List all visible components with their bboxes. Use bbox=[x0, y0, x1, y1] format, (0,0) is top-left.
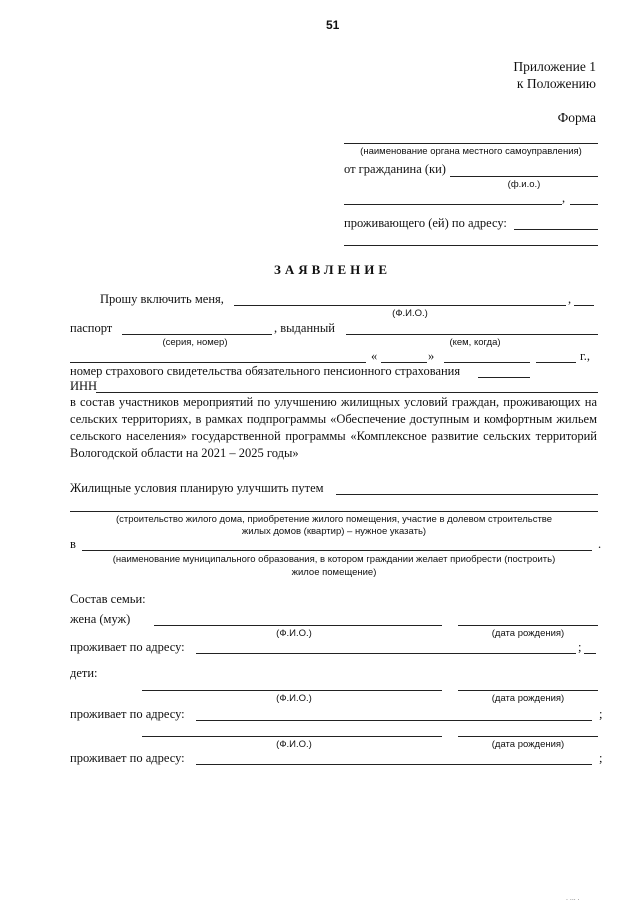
quote-open: « bbox=[371, 349, 378, 363]
comma: , bbox=[562, 191, 566, 205]
issue-month-line[interactable] bbox=[444, 362, 530, 363]
child2-lives-at-label: проживает по адресу: bbox=[70, 751, 185, 765]
child1-name-line[interactable] bbox=[142, 690, 442, 691]
in-label: в bbox=[70, 537, 76, 551]
citizen-name-line-3[interactable] bbox=[570, 204, 598, 205]
issued-by-line[interactable] bbox=[346, 334, 598, 335]
spouse-birth-line[interactable] bbox=[458, 625, 598, 626]
passport-label: паспорт bbox=[70, 321, 113, 335]
form-label: Форма bbox=[557, 110, 596, 125]
dot: . bbox=[598, 537, 602, 551]
inn-label: ИНН bbox=[70, 379, 98, 393]
org-name-caption: (наименование органа местного самоуправления) bbox=[360, 146, 582, 157]
child1-address-line[interactable] bbox=[196, 720, 592, 721]
applicant-name-line-end[interactable] bbox=[574, 305, 594, 306]
spouse-birth-caption: (дата рождения) bbox=[491, 628, 565, 639]
document-title: ЗАЯВЛЕНИЕ bbox=[274, 262, 392, 277]
include-me-label: Прошу включить меня, bbox=[100, 292, 224, 306]
appendix-label: Приложение 1 bbox=[513, 59, 596, 74]
child2-address-line[interactable] bbox=[196, 764, 592, 765]
improve-method-line-2[interactable] bbox=[70, 511, 598, 512]
passport-number-line[interactable] bbox=[122, 334, 272, 335]
semicolon-1: ; bbox=[578, 640, 582, 654]
spouse-address-line[interactable] bbox=[196, 653, 576, 654]
org-name-line[interactable] bbox=[344, 143, 598, 144]
applicant-fio-caption: (Ф.И.О.) bbox=[392, 308, 428, 319]
child2-birth-line[interactable] bbox=[458, 736, 598, 737]
improve-method-line[interactable] bbox=[336, 494, 598, 495]
improve-by-label: Жилищные условия планирую улучшить путем bbox=[70, 481, 324, 495]
spouse-name-line[interactable] bbox=[154, 625, 442, 626]
spouse-label: жена (муж) bbox=[70, 612, 131, 626]
applicant-name-line[interactable] bbox=[234, 305, 566, 306]
child1-birth-line[interactable] bbox=[458, 690, 598, 691]
quote-close: » bbox=[428, 349, 435, 363]
issue-day-line[interactable] bbox=[381, 362, 427, 363]
page-number: 51 bbox=[326, 18, 340, 32]
child1-birth-caption: (дата рождения) bbox=[491, 693, 565, 704]
inn-line[interactable] bbox=[96, 392, 598, 393]
semicolon-2: ; bbox=[599, 707, 603, 721]
spouse-fio-caption: (Ф.И.О.) bbox=[276, 628, 312, 639]
family-heading: Состав семьи: bbox=[70, 592, 146, 606]
issue-year-line[interactable] bbox=[536, 362, 576, 363]
address-line-1[interactable] bbox=[514, 229, 598, 230]
spouse-lives-at-label: проживает по адресу: bbox=[70, 640, 185, 654]
child1-lives-at-label: проживает по адресу: bbox=[70, 707, 185, 721]
year-suffix: г., bbox=[580, 349, 590, 363]
snils-label: номер страхового свидетельства обязательного пенсионного страхования bbox=[70, 364, 461, 378]
municipality-line[interactable] bbox=[82, 550, 592, 551]
snils-line[interactable] bbox=[478, 377, 530, 378]
child2-name-line[interactable] bbox=[142, 736, 442, 737]
municipality-caption-2: жилое помещение) bbox=[291, 567, 377, 578]
address-line-2[interactable] bbox=[344, 245, 598, 246]
living-at-label: проживающего (ей) по адресу: bbox=[344, 216, 507, 230]
spouse-address-line-end[interactable] bbox=[584, 653, 596, 654]
semicolon-3: ; bbox=[599, 751, 603, 765]
request-body: в состав участников мероприятий по улучшению жилищных условий граждан, проживающих на сельских территориях, в рамках подпрограммы «Обеспечение доступным и комфортным жильем сельского населения» государственной программы «Комплексное развитие сельских территорий Вологодской области на 2021 – 2025 годы» bbox=[70, 395, 597, 460]
child1-fio-caption: (Ф.И.О.) bbox=[276, 693, 312, 704]
improve-method-caption-2: жилых домов (квартир) – нужное указать) bbox=[241, 526, 427, 537]
child2-fio-caption: (Ф.И.О.) bbox=[276, 739, 312, 750]
issued-by-line-2[interactable] bbox=[70, 362, 366, 363]
comma-2: , bbox=[568, 292, 572, 306]
children-label: дети: bbox=[70, 666, 98, 680]
citizen-name-line-2[interactable] bbox=[344, 204, 562, 205]
issued-label: , выданный bbox=[274, 321, 335, 335]
from-citizen-label: от гражданина (ки) bbox=[344, 162, 446, 176]
citizen-name-line[interactable] bbox=[450, 176, 598, 177]
regulation-label: к Положению bbox=[516, 76, 596, 91]
municipality-caption-1: (наименование муниципального образования, в котором граждании желает приобрести (построить) bbox=[112, 554, 556, 565]
child2-birth-caption: (дата рождения) bbox=[491, 739, 565, 750]
issued-by-caption: (кем, когда) bbox=[449, 337, 501, 348]
improve-method-caption-1: (строительство жилого дома, приобретение жилого помещения, участие в долевом строительстве bbox=[115, 514, 553, 525]
series-number-caption: (серия, номер) bbox=[162, 337, 228, 348]
footer-mark: . ... . bbox=[566, 895, 580, 902]
citizen-fio-caption: (ф.и.о.) bbox=[507, 179, 541, 190]
